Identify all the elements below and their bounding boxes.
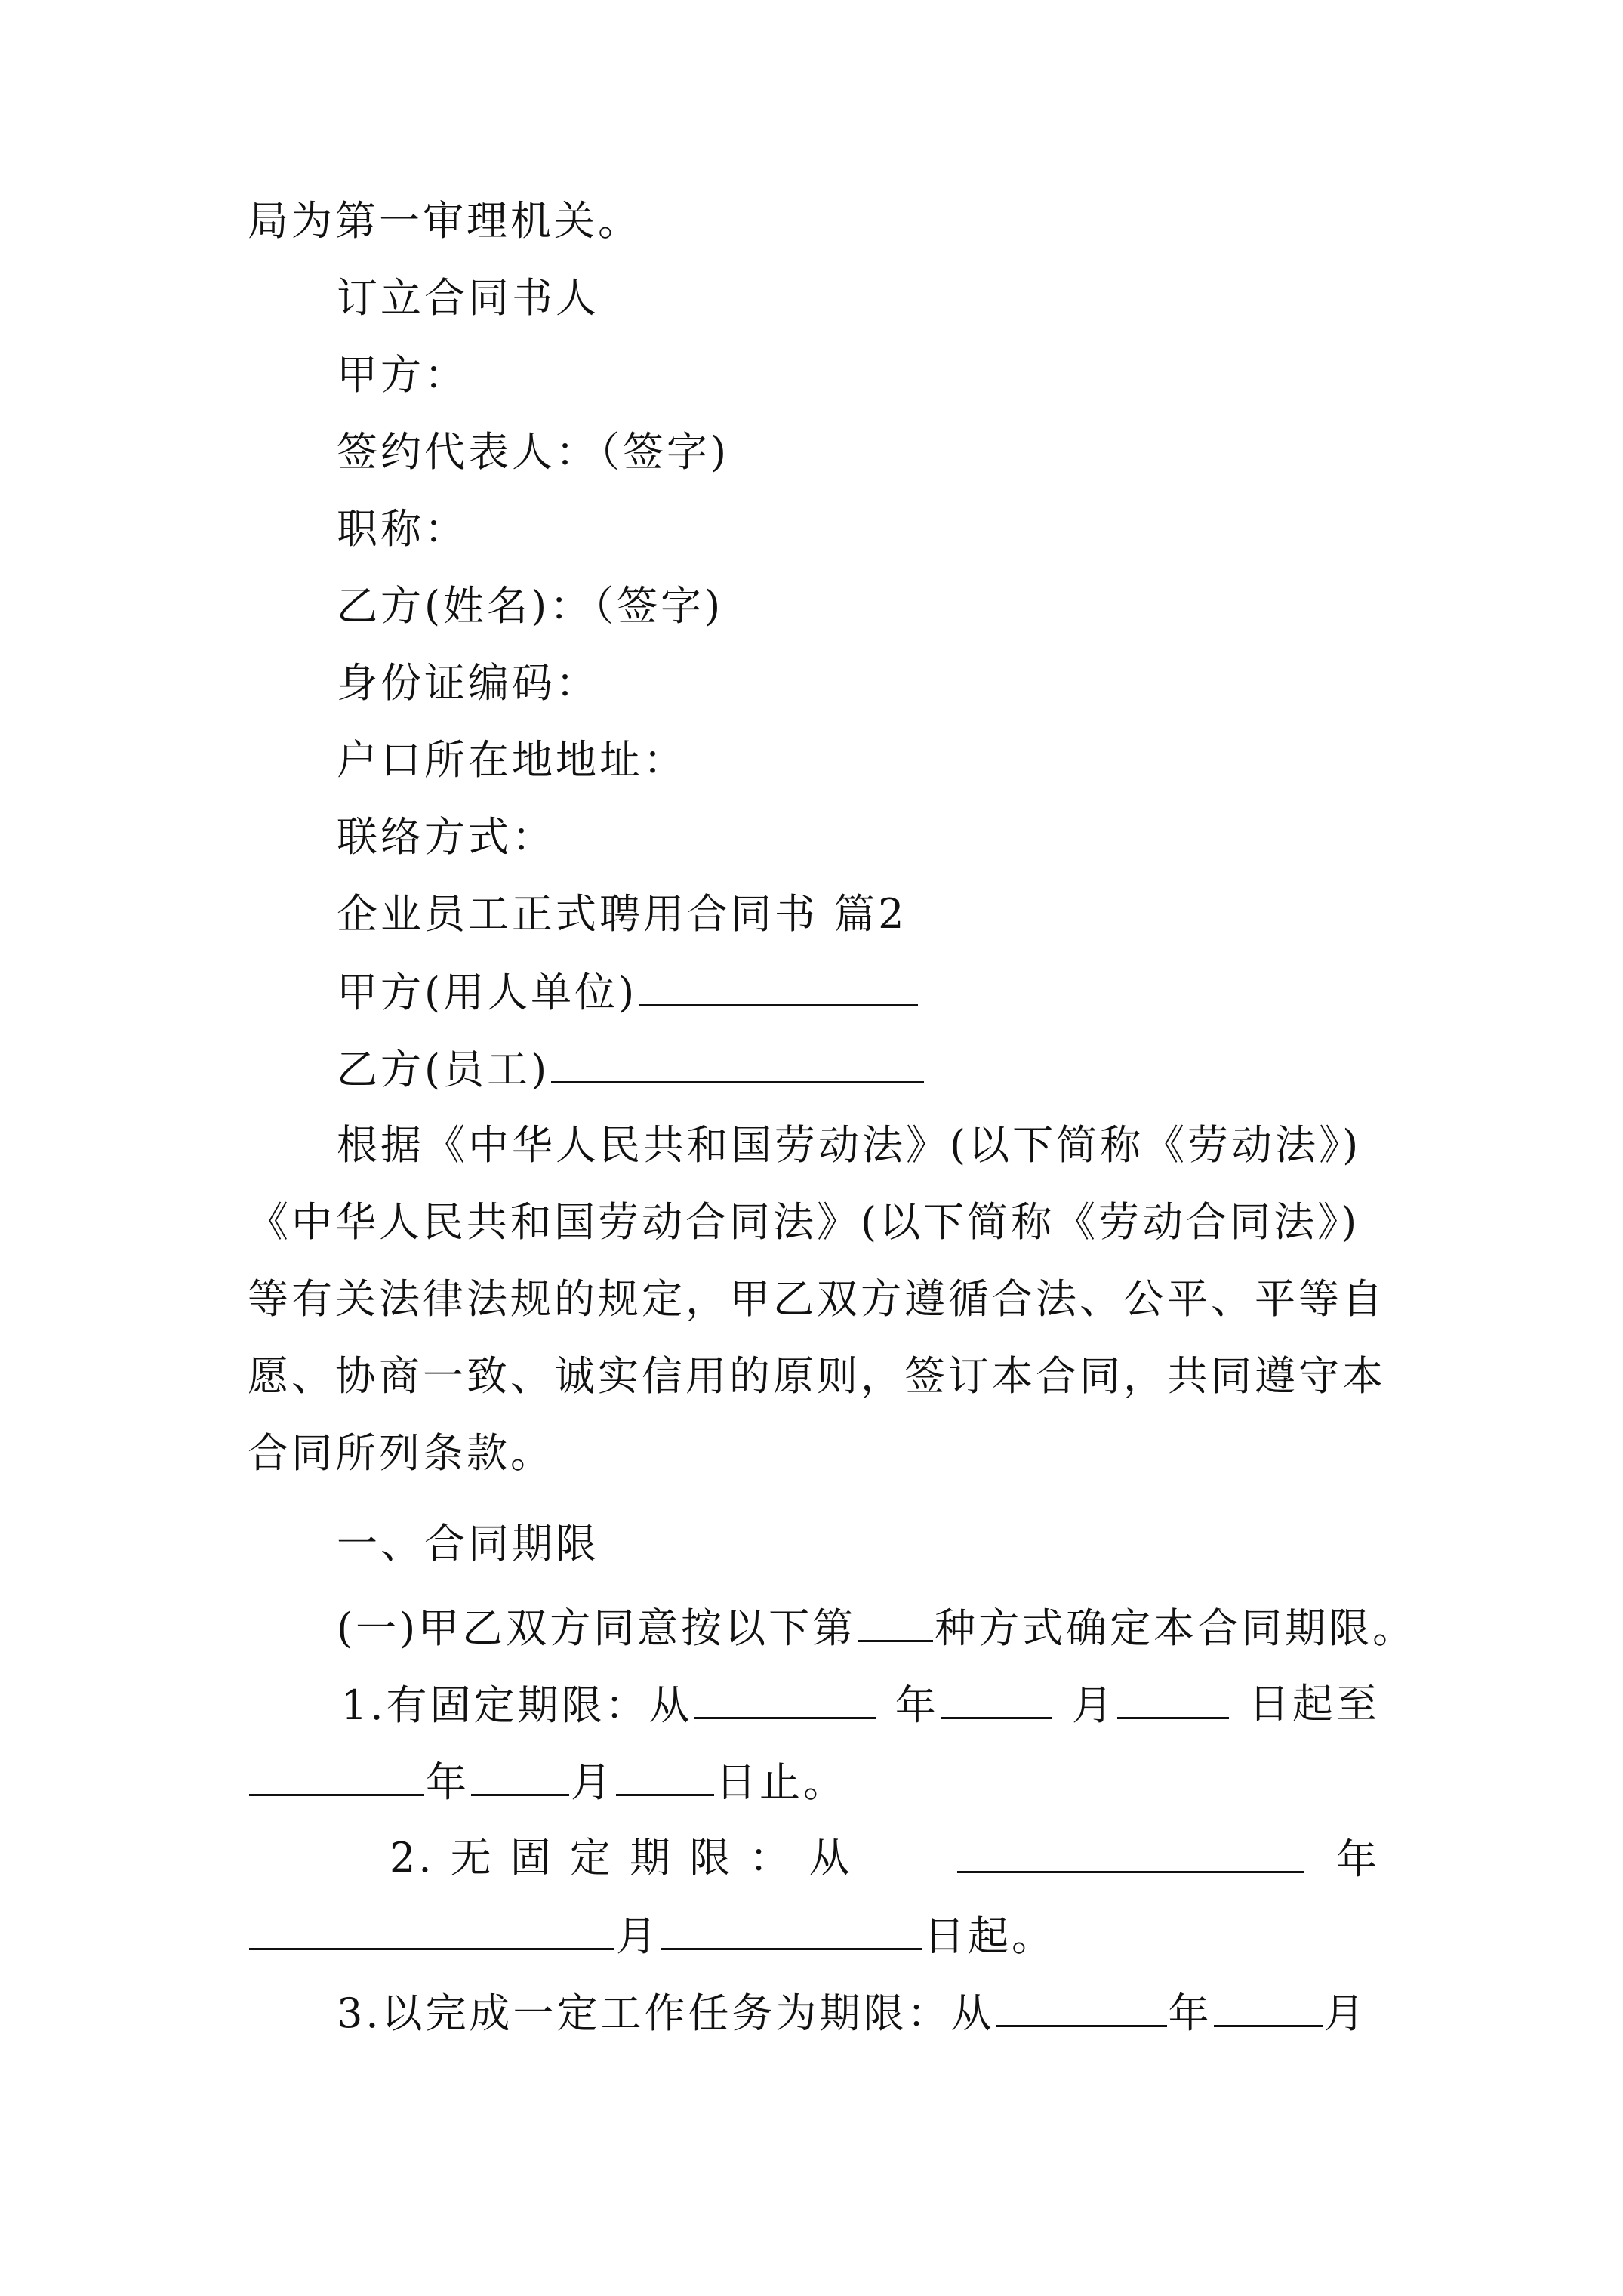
fill-blank (551, 1042, 924, 1083)
text-line: 根据《中华人民共和国劳动法》(以下简称《劳动法》) (337, 1121, 1362, 1169)
text-group (341, 1678, 877, 1730)
fill-blank (941, 1678, 1052, 1719)
fill-blank (661, 1909, 922, 1950)
open-term-start-line (248, 1909, 1380, 1962)
text-segment: 月 (1323, 1989, 1368, 2037)
text-line: 签约代表人：（签字) (337, 428, 730, 476)
text-segment: 年 (895, 1681, 939, 1729)
text-line: 甲方： (337, 351, 468, 399)
text-segment: 月 (616, 1912, 660, 1960)
text-segment: 日止。 (716, 1758, 847, 1806)
text-segment: 日起。 (924, 1912, 1055, 1960)
text-segment: 年 (1168, 1989, 1212, 2037)
text-line: 联络方式： (337, 813, 556, 861)
text-line: 户口所在地地址： (337, 736, 687, 784)
fill-blank (694, 1678, 876, 1719)
text-line: 合同所列条款。 (248, 1429, 554, 1477)
open-term-line (390, 1832, 1380, 1885)
text-line: 乙方(姓名)：（签字) (337, 582, 724, 630)
fixed-term-line (341, 1678, 1380, 1730)
text-group (956, 1832, 1380, 1885)
text-group (1072, 1678, 1230, 1730)
text-line: 愿、协商一致、诚实信用的原则，签订本合同，共同遵守本 (248, 1352, 1386, 1400)
text-line: 订立合同书人 (337, 274, 599, 322)
text-segment: 种方式确定本合同期限。 (935, 1604, 1417, 1652)
fixed-term-end-line (248, 1755, 1380, 1808)
fill-blank (1214, 1986, 1323, 2027)
text-segment: (一)甲乙双方同意按以下第 (337, 1604, 857, 1652)
fill-blank (996, 1986, 1167, 2027)
party-b-line (337, 1042, 1469, 1095)
fill-blank (1117, 1678, 1229, 1719)
text-segment: 2. 无 固 定 期 限 ： 从 (390, 1834, 853, 1881)
fill-blank (249, 1755, 424, 1796)
section-heading: 企业员工正式聘用合同书 篇2 (337, 890, 907, 938)
party-a-line (337, 965, 1469, 1018)
text-segment: 3.以完成一定工作任务为期限：从 (337, 1989, 995, 2037)
task-term-line (337, 1986, 1469, 2039)
fill-blank (471, 1755, 569, 1796)
text-line: 局为第一审理机关。 (248, 197, 642, 245)
term-type-line (337, 1601, 1469, 1653)
fill-blank (616, 1755, 714, 1796)
clause-heading: 一、合同期限 (337, 1520, 599, 1567)
text-group (895, 1678, 1054, 1730)
text-line: 职称： (337, 505, 468, 553)
text-segment: 年 (1336, 1835, 1380, 1883)
text-segment: 月 (571, 1758, 614, 1806)
text-segment: 月 (1071, 1681, 1116, 1729)
party-b-label: 乙方(员工) (337, 1046, 550, 1093)
text-line: 等有关法律法规的规定，甲乙双方遵循合法、公平、平等自 (248, 1275, 1386, 1323)
fill-blank (249, 1909, 614, 1950)
fill-blank (858, 1601, 933, 1642)
fill-blank (639, 965, 918, 1006)
text-line: 《中华人民共和国劳动合同法》(以下简称《劳动合同法》) (248, 1198, 1360, 1246)
text-segment: 日起至 (1249, 1680, 1380, 1727)
text-line: 身份证编码： (337, 659, 599, 707)
party-a-label: 甲方(用人单位) (337, 969, 638, 1016)
text-segment: 1.有固定期限：从 (341, 1681, 693, 1729)
text-segment: 年 (426, 1758, 470, 1806)
fill-blank (957, 1832, 1304, 1873)
